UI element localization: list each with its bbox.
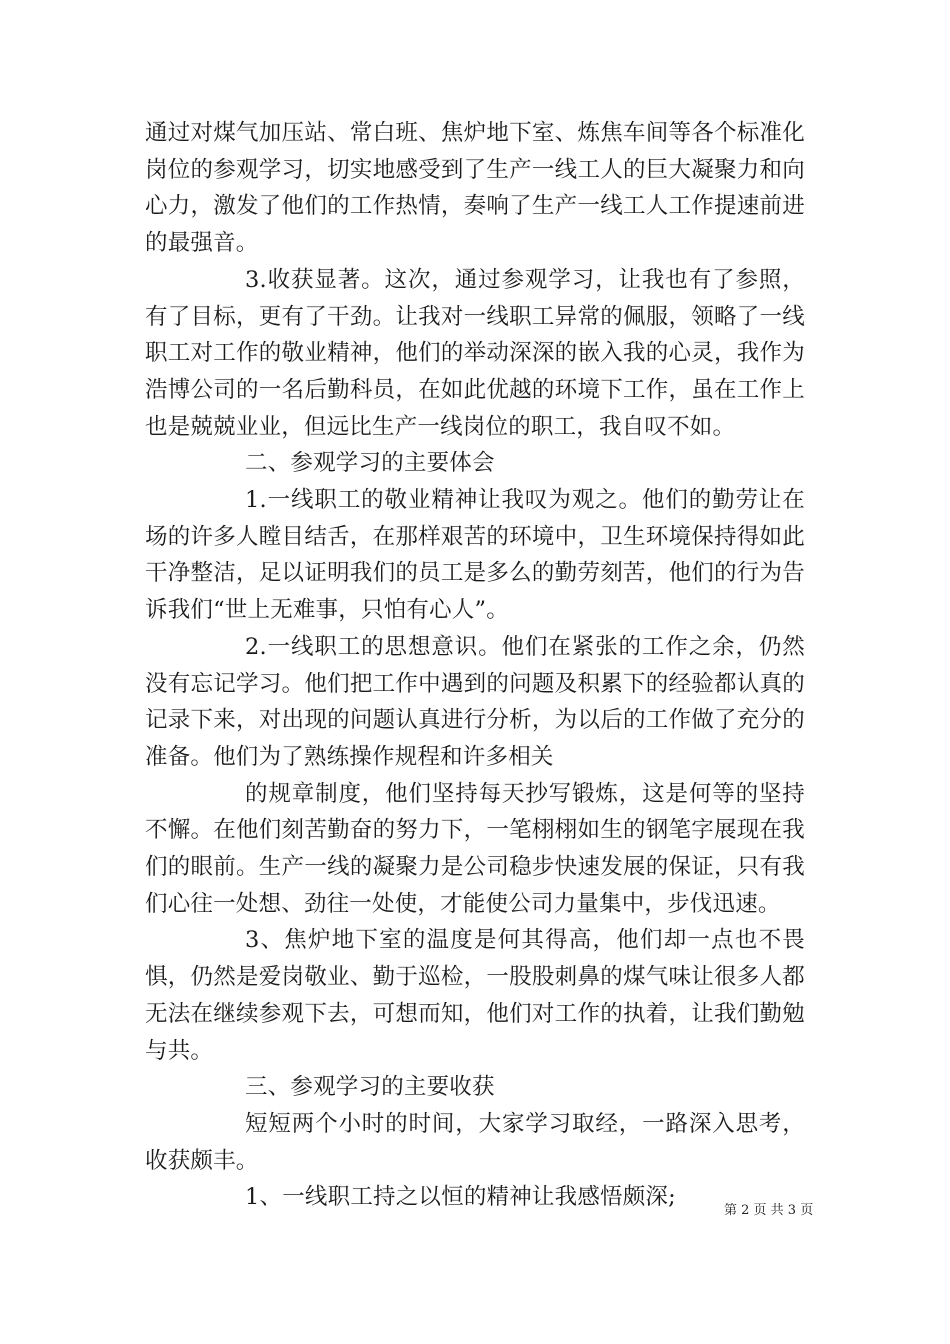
paragraph-4: 1.一线职工的敬业精神让我叹为观之。他们的勤劳让在场的许多人瞠目结舌，在那样艰苦的环境中，卫生环境保持得如此干净整洁，足以证明我们的员工是多么的勤劳刻苦，他们的行为告诉我们“世上无难事，只怕有心人”。 (145, 487, 805, 624)
paragraph-2: 3.收获显著。这次，通过参观学习，让我也有了参照，有了目标，更有了干劲。让我对一线职工异常的佩服，领略了一线职工对工作的敬业精神，他们的举动深深的嵌入我的心灵，我作为浩博公司的一名后勤科员，在如此优越的环境下工作，虽在工作上也是兢兢业业，但远比生产一线岗位的职工，我自叹不如。 (145, 266, 805, 440)
paragraph-5: 2.一线职工的思想意识。他们在紧张的工作之余，仍然没有忘记学习。他们把工作中遇到的问题及积累下的经验都认真的记录下来，对出现的问题认真进行分析，为以后的工作做了充分的准备。他们为了熟练操作规程和许多相关 (145, 633, 805, 770)
section-heading-2: 二、参观学习的主要体会 (245, 450, 495, 477)
paragraph-10: 1、一线职工持之以恒的精神让我感悟颇深; (245, 1184, 676, 1211)
paragraph-1: 通过对煤气加压站、常白班、焦炉地下室、炼焦车间等各个标准化岗位的参观学习，切实地感受到了生产一线工人的巨大凝聚力和向心力，激发了他们的工作热情，奏响了生产一线工人工作提速前进的最强音。 (145, 120, 805, 257)
paragraph-9: 短短两个小时的时间，大家学习取经，一路深入思考，收获颇丰。 (145, 1110, 805, 1174)
document-body (145, 115, 805, 1216)
section-heading-3: 三、参观学习的主要收获 (245, 1074, 495, 1101)
paragraph-6: 的规章制度，他们坚持每天抄写锻炼，这是何等的坚持不懈。在他们刻苦勤奋的努力下，一笔栩栩如生的钢笔字展现在我们的眼前。生产一线的凝聚力是公司稳步快速发展的保证，只有我们心往一处想、劲往一处使，才能使公司力量集中，步伐迅速。 (145, 780, 805, 917)
page-number: 第 2 页 共 3 页 (724, 1203, 814, 1218)
paragraph-7: 3、焦炉地下室的温度是何其得高，他们却一点也不畏惧，仍然是爱岗敬业、勤于巡检，一股股刺鼻的煤气味让很多人都无法在继续参观下去，可想而知，他们对工作的执着，让我们勤勉与共。 (145, 927, 805, 1064)
